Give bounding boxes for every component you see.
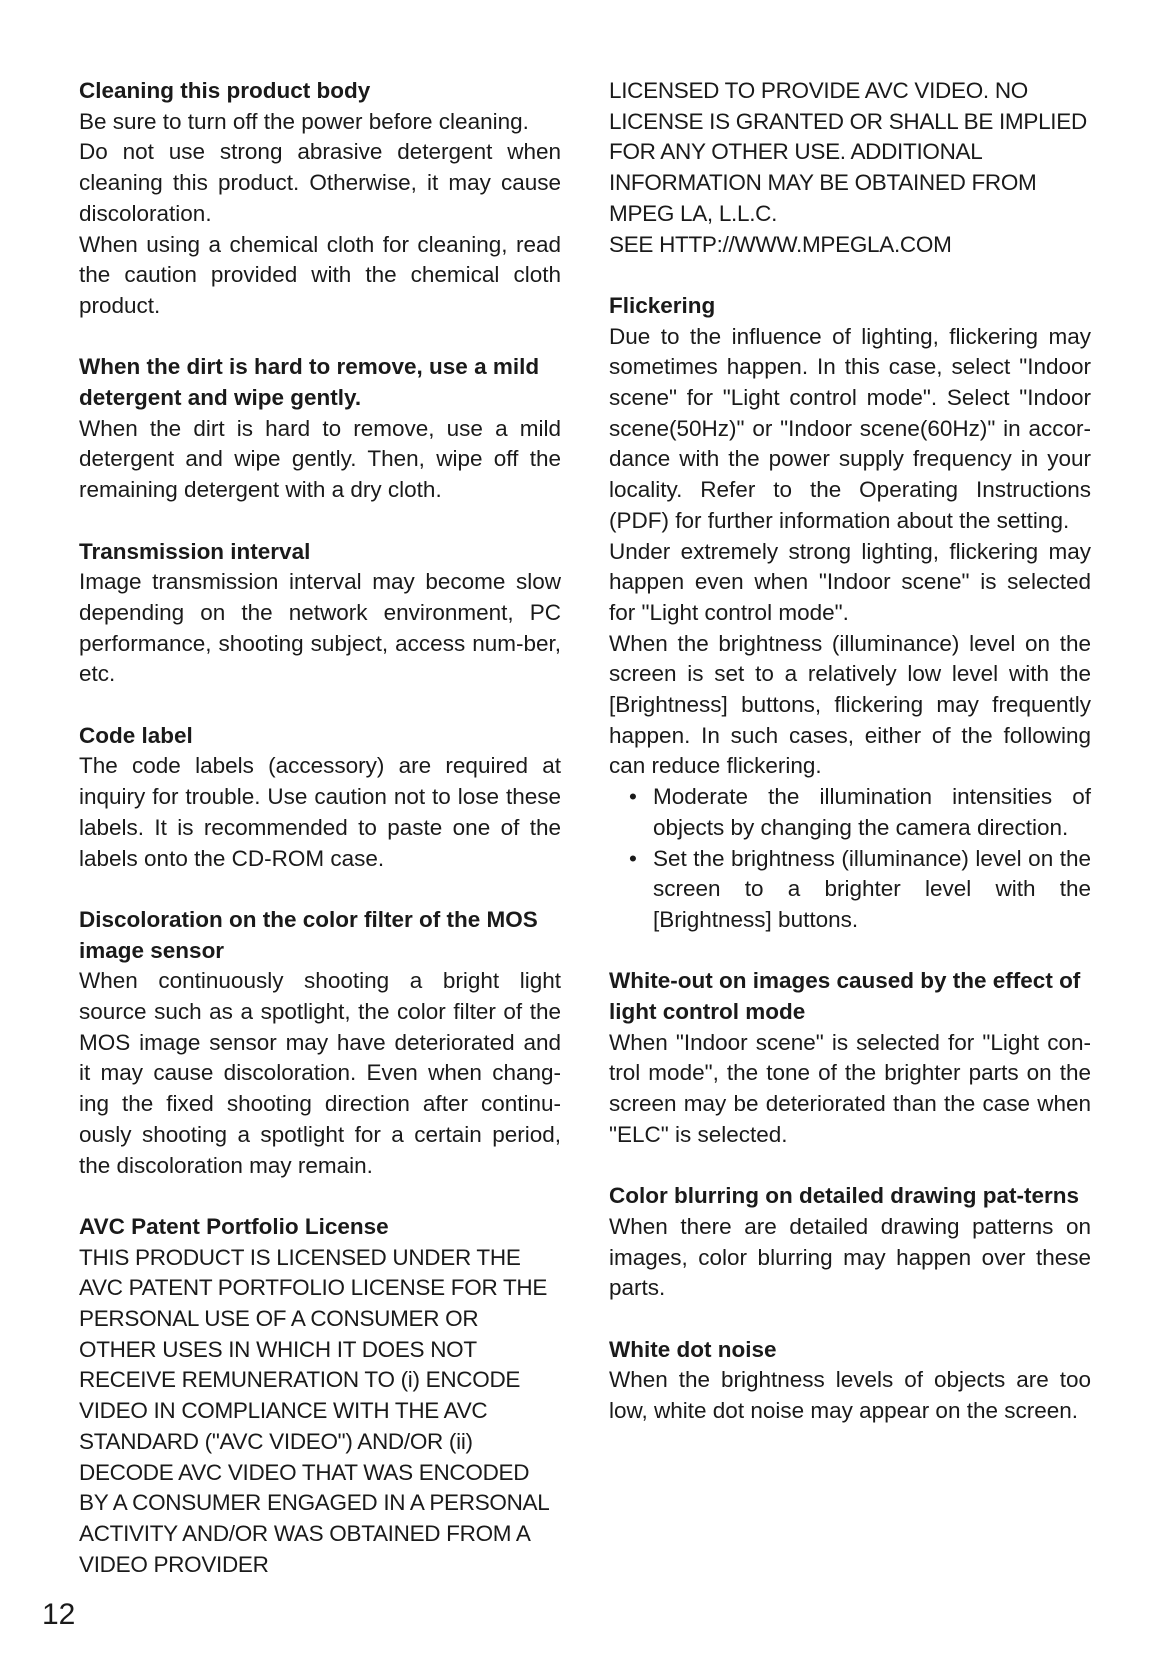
paragraph: When the dirt is hard to remove, use a mild detergent and wipe gently. Then, wipe off the remaining detergent with a dry cloth. [79, 415, 561, 503]
list-item-text: Moderate the illumination intensities of objects by changing the camera direction. [653, 784, 1091, 840]
paragraph: When "Indoor scene" is selected for "Light con-trol mode", the tone of the brighter parts on the screen may be deteriorated than the case when "ELC" is selected. [609, 1029, 1091, 1147]
section-heading: White dot noise [609, 1336, 777, 1362]
section-cleaning [79, 76, 561, 322]
paragraph: When the brightness levels of objects are too low, white dot noise may appear on the screen. [609, 1367, 1091, 1424]
bullet-icon: • [629, 784, 637, 810]
section-discoloration [79, 905, 561, 1181]
paragraph: Due to the influence of lighting, flickering may sometimes happen. In this case, select "Indoor scene" for "Light control mode". Select "Indoor scene(50Hz)" or "Indoor scene(60Hz)" in accor-dance with the power supply frequency in your locality. Refer to the Operating Instructions (PDF) for further information about the setting. [609, 323, 1091, 533]
list-item-text: Set the brightness (illuminance) level on the screen to a brighter level with the [Brightness] buttons. [653, 845, 1091, 932]
left-column [79, 76, 561, 1611]
section-heading: AVC Patent Portfolio License [79, 1213, 389, 1239]
section-heading: Code label [79, 722, 193, 748]
list-item [609, 844, 1091, 936]
section-heading: Transmission interval [79, 538, 311, 564]
paragraph: When using a chemical cloth for cleaning, read the caution provided with the chemical cloth product. [79, 231, 561, 318]
section-dirt [79, 352, 561, 506]
list-item [609, 782, 1091, 843]
section-heading: White-out on images caused by the effect of light control mode [609, 968, 1081, 1025]
paragraph: Image transmission interval may become slow depending on the network environment, PC performance, shooting subject, access num-ber, etc. [79, 569, 561, 687]
section-whiteout [609, 966, 1091, 1150]
paragraph: When the brightness (illuminance) level on the screen is set to a relatively low level with the [Brightness] buttons, flickering may frequently happen. In such cases, either of the following can reduce flickering. [609, 630, 1091, 779]
section-avc-license [79, 1212, 561, 1580]
section-heading: Cleaning this product body [79, 78, 371, 103]
section-heading: Flickering [609, 292, 716, 318]
section-heading: When the dirt is hard to remove, use a mild detergent and wipe gently. [79, 354, 540, 411]
paragraph: When there are detailed drawing patterns on images, color blurring may happen over these parts. [609, 1213, 1091, 1301]
section-white-dot-noise [609, 1335, 1091, 1427]
section-transmission [79, 537, 561, 691]
right-column [609, 76, 1091, 1458]
license-text: THIS PRODUCT IS LICENSED UNDER THE AVC PATENT PORTFOLIO LICENSE FOR THE PERSONAL USE OF A CONSUMER OR OTHER USES IN WHICH IT DOES NOT RECEIVE REMUNERATION TO (i) ENCODE VIDEO IN COMPLIANCE WITH THE AVC STANDARD ("AVC VIDEO") AND/OR (ii) DECODE AVC VIDEO THAT WAS ENCODED BY A CONSUMER ENGAGED IN A PERSONAL ACTIVITY AND/OR WAS OBTAINED FROM A VIDEO PROVIDER [79, 1244, 549, 1577]
section-heading: Color blurring on detailed drawing pat-terns [609, 1183, 1080, 1209]
section-heading: Discoloration on the color filter of the MOS image sensor [79, 906, 538, 963]
license-text: LICENSED TO PROVIDE AVC VIDEO. NO LICENSE IS GRANTED OR SHALL BE IMPLIED FOR ANY OTHER USE. ADDITIONAL INFORMATION MAY BE OBTAINED FROM MPEG LA, L.L.C. [609, 78, 1087, 226]
section-avc-license-continued [609, 76, 1091, 260]
paragraph: When continuously shooting a bright light source such as a spotlight, the color filter of the MOS image sensor may have deteriorated and it may cause discoloration. Even when chang-ing the fixed shooting direction after continu-ously shooting a spotlight for a certain period, the discoloration may remain. [79, 968, 561, 1178]
section-color-blurring [609, 1181, 1091, 1304]
paragraph: Do not use strong abrasive detergent when cleaning this product. Otherwise, it may cause discoloration. [79, 139, 561, 226]
paragraph: Under extremely strong lighting, flickering may happen even when "Indoor scene" is selected for "Light control mode". [609, 538, 1091, 625]
section-code-label [79, 721, 561, 875]
page-number: 12 [42, 1598, 76, 1631]
paragraph: Be sure to turn off the power before cleaning. [79, 108, 529, 134]
section-flickering [609, 291, 1091, 936]
paragraph: The code labels (accessory) are required at inquiry for trouble. Use caution not to lose these labels. It is recommended to paste one of the labels onto the CD-ROM case. [79, 753, 561, 871]
bullet-icon: • [629, 845, 637, 871]
bullet-list [609, 782, 1091, 936]
license-url: SEE HTTP://WWW.MPEGLA.COM [609, 231, 952, 257]
